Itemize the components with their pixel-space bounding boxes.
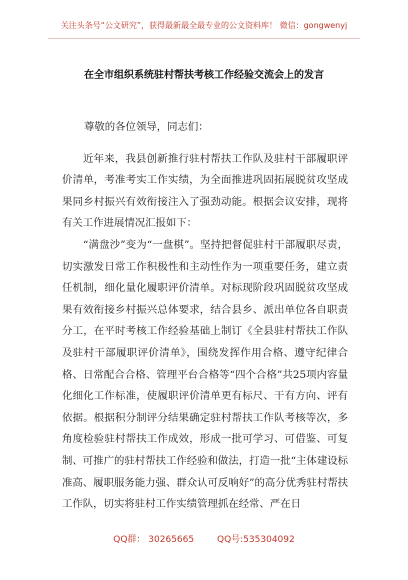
body-paragraph-2: “满盘沙”变为“一盘棋”。坚持把督促驻村干部履职尽责，切实激发日常工作积极性和主动性作为一项重要任务，建立责任机制，细化量化履职评价清单。对标现阶段巩固脱贫攻坚成果有效衔接乡村振兴总体要求，结合县乡、派出单位各自职责分工，在平时考核工作经验基础上制订《全县驻村帮扶工作队及驻村干部履职评价清单》，围绕发挥作用合格、遵守纪律合格、日常配合合格、管理平台合格等“四个合格”共25项内容量化细化工作标准，使履职评价清单更有标尺、干有方向、评有依据。根据积分制评分结果确定驻村帮扶工作队考核等次，多角度检验驻村帮扶工作成效，形成一批可学习、可借鉴、可复制、可推广的驻村帮扶工作经验和做法，打造一批“主体建设标准高、履职服务能力强、群众认可反响好”的高分优秀驻村帮扶工作队，切实将驻村工作实绩管理抓在经常、严在日	[62, 238, 348, 511]
document-title: 在全市组织系统驻村帮扶考核工作经验交流会上的发言	[84, 70, 324, 81]
footer-qq-group: QQ群： 30265665	[113, 535, 195, 545]
salutation: 尊敬的各位领导，同志们：	[84, 121, 209, 133]
footer-contact	[0, 532, 408, 545]
header-divider	[48, 38, 360, 39]
header-banner: 关注头条号“公文研究”，获得最新最全最专业的公文资料库！ 微信：gongwenyj	[60, 21, 348, 30]
footer-qq-number: QQ号:535304092	[216, 535, 295, 545]
body-paragraph-1: 近年来，我县创新推行驻村帮扶工作队及驻村干部履职评价清单，考准考实工作实绩，为全面推进巩固拓展脱贫攻坚成果同乡村振兴有效衔接注入了强劲动能。根据会议安排，现将有关工作进展情况汇报如下：	[62, 152, 348, 230]
document-body	[62, 117, 348, 516]
